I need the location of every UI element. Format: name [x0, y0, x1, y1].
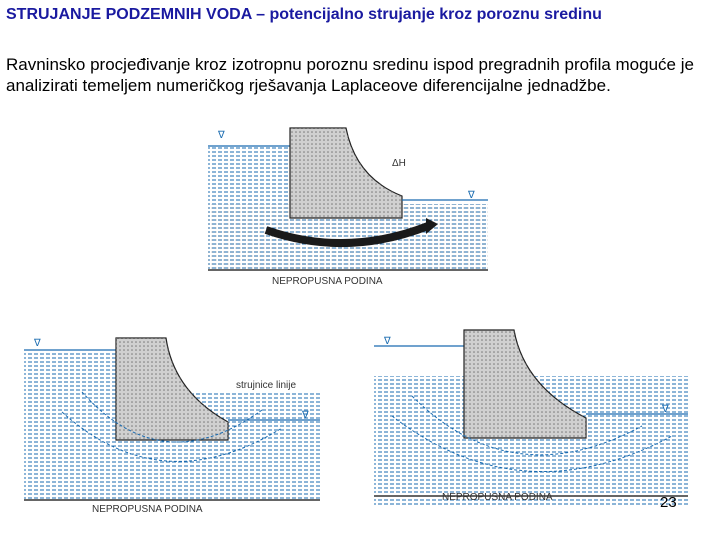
impermeable-bed-label: NEPROPUSNA PODINA: [442, 492, 553, 503]
delta-h-label: ΔH: [392, 158, 406, 169]
water-level-icon: ∇: [218, 130, 225, 141]
water-level-icon: ∇: [662, 404, 669, 415]
figure-dam-bottom-left: [22, 332, 322, 516]
water-level-icon: ∇: [384, 336, 391, 347]
page-number: 23: [660, 494, 677, 511]
water-level-icon: ∇: [302, 410, 309, 421]
flow-lines-label: strujnice linije: [236, 380, 297, 391]
figure-dam-top: [206, 118, 490, 294]
slide-title: STRUJANJE PODZEMNIH VODA – potencijalno strujanje kroz poroznu sredinu: [6, 6, 602, 23]
intro-paragraph: Ravninsko procjeđivanje kroz izotropnu poroznu sredinu ispod pregradnih profila moguće je analizirati temeljem numeričkog rješavanja Laplaceove diferencijalne jednadžbe.: [6, 55, 694, 95]
impermeable-bed-label: NEPROPUSNA PODINA: [272, 276, 383, 287]
impermeable-bed-label: NEPROPUSNA PODINA: [92, 504, 203, 515]
figure-dam-bottom-right: [372, 326, 690, 516]
water-level-icon: ∇: [34, 338, 41, 349]
water-level-icon: ∇: [468, 190, 475, 201]
